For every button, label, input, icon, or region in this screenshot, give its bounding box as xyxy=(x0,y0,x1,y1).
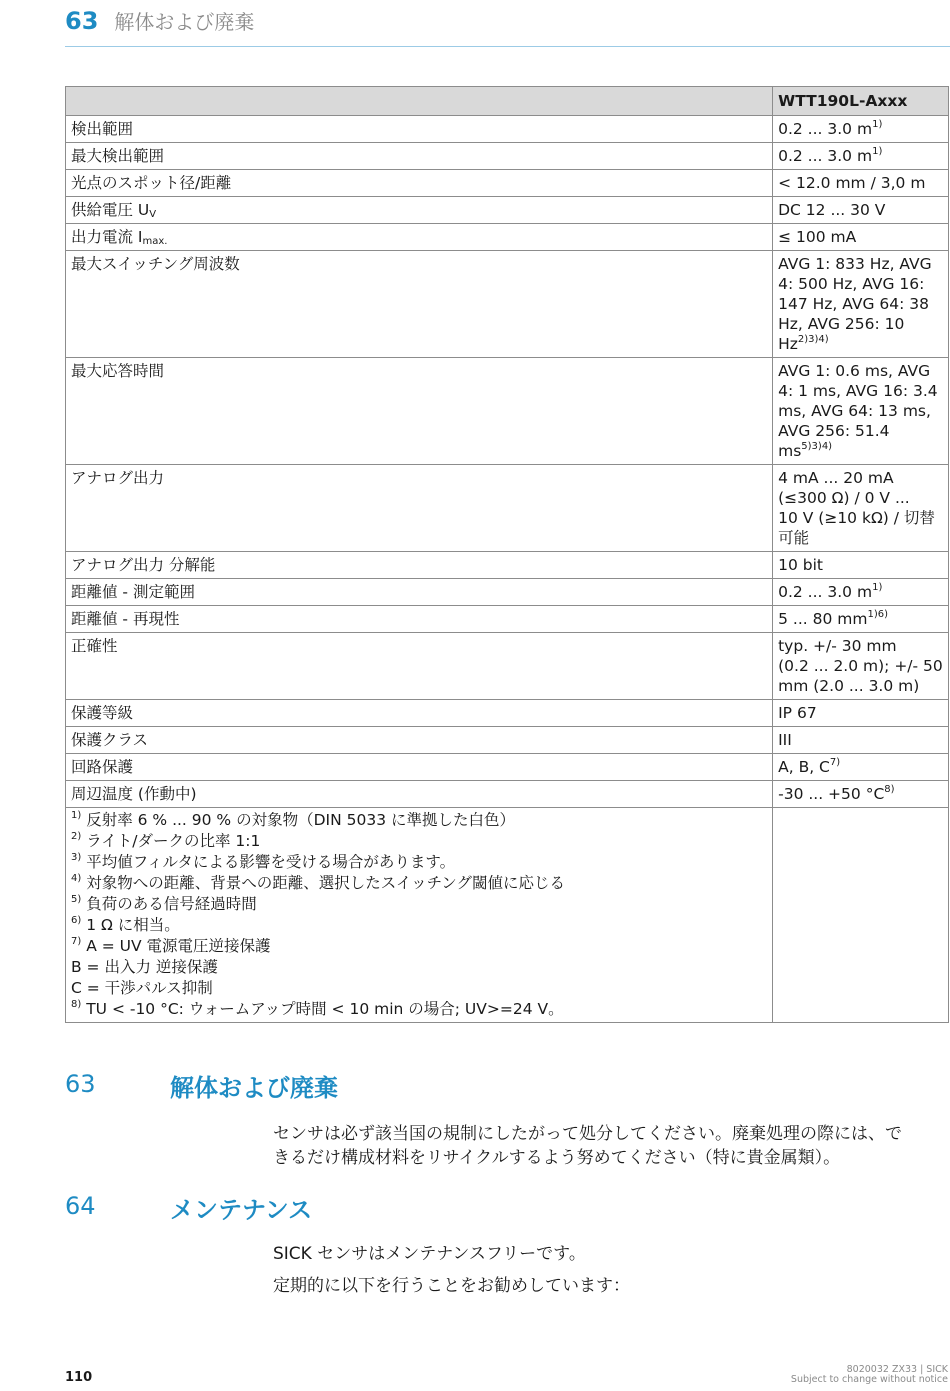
spec-label-subscript: V xyxy=(149,209,157,220)
spec-label: 回路保護 xyxy=(71,758,134,776)
spec-label-cell xyxy=(66,727,773,754)
footer-doc-id: 8020032 ZX33 | SICK xyxy=(846,1364,948,1375)
disposal-paragraph-line: きるだけ構成材料をリサイクルするよう努めてください（特に貴金属類）。 xyxy=(273,1148,841,1168)
page-number: 110 xyxy=(65,1370,93,1385)
spec-label: 検出範囲 xyxy=(71,120,134,138)
spec-value-line xyxy=(778,421,943,441)
spec-value-text: (0.2 ... 2.0 m); +/- 50 xyxy=(778,657,943,675)
spec-label-cell xyxy=(66,251,773,358)
footnote-number: 3) xyxy=(71,852,82,863)
spec-value-text: 0.2 ... 3.0 m xyxy=(778,147,873,165)
footnote-item xyxy=(71,957,767,978)
footnote-ref: 2)3)4) xyxy=(797,334,829,345)
spec-value-text: 10 bit xyxy=(778,556,823,574)
footnote-number: 2) xyxy=(71,831,82,842)
footnote-ref: 1)6) xyxy=(867,609,888,620)
section-number-disposal: 63 xyxy=(65,1070,96,1098)
table-row xyxy=(66,552,949,579)
spec-label-cell xyxy=(66,700,773,727)
spec-value-line xyxy=(778,314,943,334)
page-header xyxy=(65,6,254,36)
footnote-text: 対象物への距離、背景への距離、選択したスイッチング閾値に応じる xyxy=(86,874,566,892)
spec-label: 最大応答時間 xyxy=(71,362,165,380)
footer-notice: Subject to change without notice xyxy=(790,1374,948,1385)
spec-value-text: AVG 1: 0.6 ms, AVG xyxy=(778,362,931,380)
footnote-item xyxy=(71,978,767,999)
footnote-text: ライト/ダークの比率 1:1 xyxy=(86,832,261,850)
section-title-maintenance: メンテナンス xyxy=(170,1196,313,1224)
spec-value-line xyxy=(778,488,943,508)
footer-info xyxy=(791,1365,948,1385)
spec-value-cell xyxy=(773,781,949,808)
spec-label-subscript: max. xyxy=(142,236,168,247)
spec-value-line xyxy=(778,441,943,461)
spec-value-cell xyxy=(773,579,949,606)
header-chapter-title: 解体および廃棄 xyxy=(114,10,255,34)
spec-label-cell xyxy=(66,143,773,170)
footnote-text: A = UV 電源電圧逆接保護 xyxy=(86,937,271,955)
spec-value-cell xyxy=(773,224,949,251)
spec-label: 最大スイッチング周波数 xyxy=(71,255,240,273)
footnote-text: B = 出入力 逆接保護 xyxy=(71,958,218,976)
spec-value-cell xyxy=(773,606,949,633)
spec-label-cell xyxy=(66,170,773,197)
spec-label-cell xyxy=(66,224,773,251)
footnote-number: 4) xyxy=(71,873,82,884)
footnote-text: 負荷のある信号経過時間 xyxy=(86,895,257,913)
spec-value-text: AVG 256: 51.4 xyxy=(778,422,890,440)
table-row xyxy=(66,700,949,727)
spec-value-cell xyxy=(773,633,949,700)
spec-label: 周辺温度 (作動中) xyxy=(71,785,197,803)
table-row xyxy=(66,224,949,251)
footnote-text: C = 干渉パルス抑制 xyxy=(71,979,213,997)
footnotes-empty-cell xyxy=(773,808,949,1023)
spec-label: アナログ出力 xyxy=(71,469,165,487)
spec-value-text: ms, AVG 64: 13 ms, xyxy=(778,402,931,420)
spec-value-line xyxy=(778,676,943,696)
table-header-row xyxy=(66,87,949,116)
technical-data-table xyxy=(65,86,949,1023)
footnote-text: 1 Ω に相当。 xyxy=(86,916,180,934)
table-row xyxy=(66,465,949,552)
spec-value-text: ms xyxy=(778,442,802,460)
spec-value-text: 5 ... 80 mm xyxy=(778,610,868,628)
footnote-item xyxy=(71,810,767,831)
spec-value-cell xyxy=(773,358,949,465)
footnote-item xyxy=(71,873,767,894)
table-row xyxy=(66,170,949,197)
spec-value-text: 4: 500 Hz, AVG 16: xyxy=(778,275,925,293)
spec-label: 供給電圧 U xyxy=(71,201,150,219)
spec-label-cell xyxy=(66,781,773,808)
spec-label: アナログ出力 分解能 xyxy=(71,556,216,574)
spec-value-text: ≤ 100 mA xyxy=(778,228,857,246)
spec-label: 距離値 - 再現性 xyxy=(71,610,180,628)
header-chapter-number: 63 xyxy=(65,7,99,35)
maintenance-paragraph-2: 定期的に以下を行うことをお勧めしています： xyxy=(273,1276,630,1296)
footnote-item xyxy=(71,831,767,852)
footnote-item xyxy=(71,936,767,957)
footnote-item xyxy=(71,894,767,915)
spec-label: 保護クラス xyxy=(71,731,149,749)
table-row xyxy=(66,251,949,358)
spec-label-cell xyxy=(66,606,773,633)
spec-label-cell xyxy=(66,116,773,143)
footnote-ref: 1) xyxy=(872,119,883,130)
spec-value-text: IP 67 xyxy=(778,704,817,722)
spec-value-text: AVG 1: 833 Hz, AVG xyxy=(778,255,932,273)
spec-label-cell xyxy=(66,579,773,606)
footnote-number: 1) xyxy=(71,810,82,821)
table-row xyxy=(66,197,949,224)
footnote-ref: 7) xyxy=(829,757,841,768)
spec-value-cell xyxy=(773,143,949,170)
spec-value-text: typ. +/- 30 mm xyxy=(778,637,897,655)
spec-label: 距離値 - 測定範囲 xyxy=(71,583,195,601)
spec-value-line xyxy=(778,294,943,314)
footnote-ref: 1) xyxy=(872,146,883,157)
footnote-text: 平均値フィルタによる影響を受ける場合があります。 xyxy=(86,853,456,871)
spec-label-cell xyxy=(66,358,773,465)
spec-value-line xyxy=(778,401,943,421)
spec-label: 正確性 xyxy=(71,637,118,655)
footnotes-row xyxy=(66,808,949,1023)
spec-label: 保護等級 xyxy=(71,704,134,722)
spec-value-cell xyxy=(773,700,949,727)
footnote-item xyxy=(71,915,767,936)
spec-value-cell xyxy=(773,170,949,197)
spec-value-line xyxy=(778,656,943,676)
spec-value-text: III xyxy=(778,731,792,749)
spec-value-line xyxy=(778,636,943,656)
spec-value-text: 10 V (≥10 kΩ) / 切替 xyxy=(778,509,935,527)
footnote-ref: 8) xyxy=(884,784,895,795)
footnote-text: 反射率 6 % ... 90 % の対象物（DIN 5033 に準拠した白色） xyxy=(86,811,515,829)
spec-value-text: (≤300 Ω) / 0 V ... xyxy=(778,489,910,507)
spec-value-cell xyxy=(773,727,949,754)
spec-value-line xyxy=(778,274,943,294)
table-row xyxy=(66,358,949,465)
spec-value-text: 4 mA ... 20 mA xyxy=(778,469,894,487)
header-divider xyxy=(65,46,950,47)
spec-value-cell xyxy=(773,754,949,781)
disposal-paragraph-line: センサは必ず該当国の規制にしたがって処分してください。廃棄処理の際には、で xyxy=(273,1124,902,1144)
spec-value-text: mm (2.0 ... 3.0 m) xyxy=(778,677,920,695)
spec-value-line xyxy=(778,334,943,354)
spec-value-line xyxy=(778,381,943,401)
table-header-empty-cell xyxy=(66,87,773,116)
section-title-disposal: 解体および廃棄 xyxy=(170,1074,338,1102)
maintenance-paragraph-1: SICK センサはメンテナンスフリーです。 xyxy=(273,1244,586,1264)
footnote-ref: 1) xyxy=(872,582,883,593)
footnote-ref: 5)3)4) xyxy=(801,441,833,452)
spec-value-cell xyxy=(773,251,949,358)
footnote-text: TU < -10 °C: ウォームアップ時間 < 10 min の場合; UV>=24 V。 xyxy=(86,1000,564,1018)
spec-value-line xyxy=(778,254,943,274)
spec-value-text: 0.2 ... 3.0 m xyxy=(778,120,873,138)
spec-value-text: Hz, AVG 256: 10 xyxy=(778,315,905,333)
footnote-item xyxy=(71,999,767,1020)
spec-label: 光点のスポット径/距離 xyxy=(71,174,232,192)
spec-value-text: DC 12 ... 30 V xyxy=(778,201,886,219)
spec-value-text: -30 ... +50 °C xyxy=(778,785,885,803)
table-row xyxy=(66,606,949,633)
spec-label-cell xyxy=(66,552,773,579)
spec-value-line xyxy=(778,528,943,548)
disposal-paragraph xyxy=(273,1122,949,1170)
spec-value-text: Hz xyxy=(778,335,798,353)
table-row xyxy=(66,143,949,170)
footnote-number: 6) xyxy=(71,915,82,926)
footnote-number: 8) xyxy=(71,999,82,1010)
spec-value-line xyxy=(778,361,943,381)
spec-value-cell xyxy=(773,465,949,552)
spec-value-text: 147 Hz, AVG 64: 38 xyxy=(778,295,930,313)
table-column-header: WTT190L-Axxx xyxy=(773,87,949,116)
section-number-maintenance: 64 xyxy=(65,1192,96,1220)
spec-label-cell xyxy=(66,465,773,552)
spec-label: 出力電流 I xyxy=(71,228,143,246)
table-row xyxy=(66,781,949,808)
spec-value-line xyxy=(778,468,943,488)
table-row xyxy=(66,633,949,700)
footnotes-cell xyxy=(66,808,773,1023)
spec-value-cell xyxy=(773,197,949,224)
spec-value-text: 可能 xyxy=(778,529,810,547)
spec-value-text: A, B, C xyxy=(778,758,830,776)
spec-label-cell xyxy=(66,633,773,700)
spec-value-text: 4: 1 ms, AVG 16: 3.4 xyxy=(778,382,938,400)
table-row xyxy=(66,579,949,606)
spec-value-text: < 12.0 mm / 3,0 m xyxy=(778,174,926,192)
spec-value-cell xyxy=(773,116,949,143)
table-row xyxy=(66,727,949,754)
footnote-number: 5) xyxy=(71,894,82,905)
spec-value-cell xyxy=(773,552,949,579)
spec-label-cell xyxy=(66,197,773,224)
footnote-item xyxy=(71,852,767,873)
footnote-number: 7) xyxy=(71,936,82,947)
spec-value-text: 0.2 ... 3.0 m xyxy=(778,583,873,601)
spec-label: 最大検出範囲 xyxy=(71,147,165,165)
spec-value-line xyxy=(778,508,943,528)
spec-label-cell xyxy=(66,754,773,781)
table-row xyxy=(66,754,949,781)
table-row xyxy=(66,116,949,143)
